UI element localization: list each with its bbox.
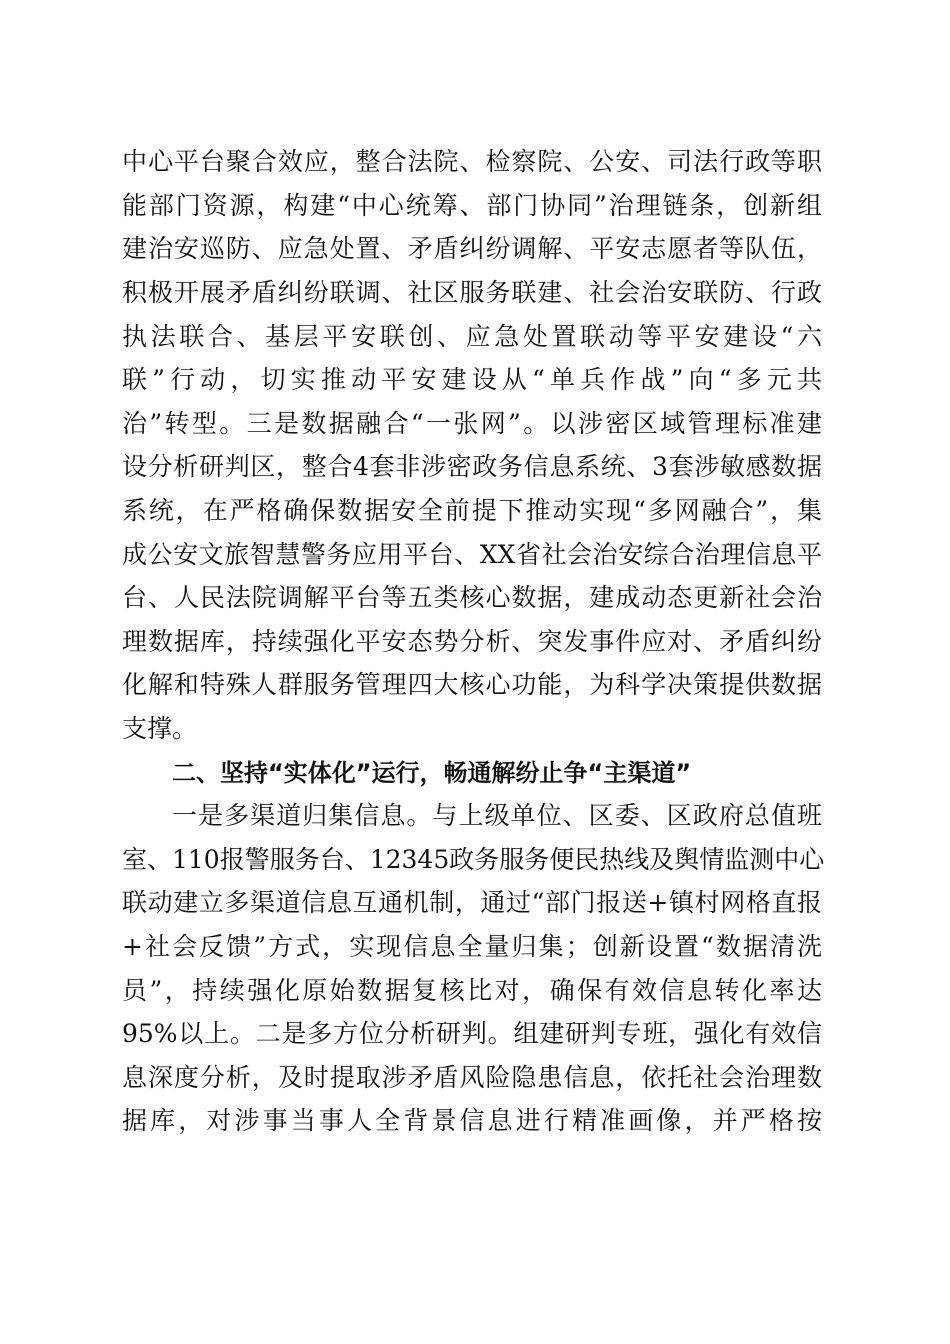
body-line: 息深度分析，及时提取涉矛盾风险隐患信息，依托社会治理数 [122,1063,822,1092]
body-line: 成公安文旅智慧警务应用平台、XX省社会治安综合治理信息平 [122,540,822,569]
body-line: 治”转型。三是数据融合“一张网”。以涉密区域管理标准建 [122,409,822,438]
body-line: 执法联合、基层平安联创、应急处置联动等平安建设“六 [122,322,822,351]
body-line: 据库，对涉事当事人全背景信息进行精准画像，并严格按 [122,1106,822,1135]
body-line: 员”，持续强化原始数据复核比对，确保有效信息转化率达 [122,976,822,1005]
body-line: 台、人民法院调解平台等五类核心数据，建成动态更新社会治 [122,583,822,612]
body-line: 化解和特殊人群服务管理四大核心功能，为科学决策提供数据 [122,670,822,699]
body-line: 设分析研判区，整合4套非涉密政务信息系统、3套涉敏感数据 [122,452,822,481]
body-line: 积极开展矛盾纠纷联调、社区服务联建、社会治安联防、行政 [122,278,822,307]
body-line: 室、110报警服务台、12345政务服务便民热线及舆情监测中心 [122,845,825,874]
body-line: 联动建立多渠道信息互通机制，通过“部门报送+镇村网格直报 [122,888,822,917]
section-heading: 二、坚持“实体化”运行，畅通解纷止争“主渠道” [172,759,692,787]
body-line: 一是多渠道归集信息。与上级单位、区委、区政府总值班 [172,801,822,830]
body-line: 95%以上。二是多方位分析研判。组建研判专班，强化有效信 [122,1019,822,1048]
body-line: 联”行动，切实推动平安建设从“单兵作战”向“多元共 [122,365,822,394]
body-line: +社会反馈”方式，实现信息全量归集；创新设置“数据清洗 [122,932,822,961]
body-line: 系统，在严格确保数据安全前提下推动实现“多网融合”，集 [122,496,822,525]
body-line: 能部门资源，构建“中心统筹、部门协同”治理链条，创新组 [122,191,822,220]
body-line: 中心平台聚合效应，整合法院、检察院、公安、司法行政等职 [122,147,822,176]
body-line: 支撑。 [122,714,198,743]
body-line: 理数据库，持续强化平安态势分析、突发事件应对、矛盾纠纷 [122,627,822,656]
body-line: 建治安巡防、应急处置、矛盾纠纷调解、平安志愿者等队伍， [122,234,822,263]
